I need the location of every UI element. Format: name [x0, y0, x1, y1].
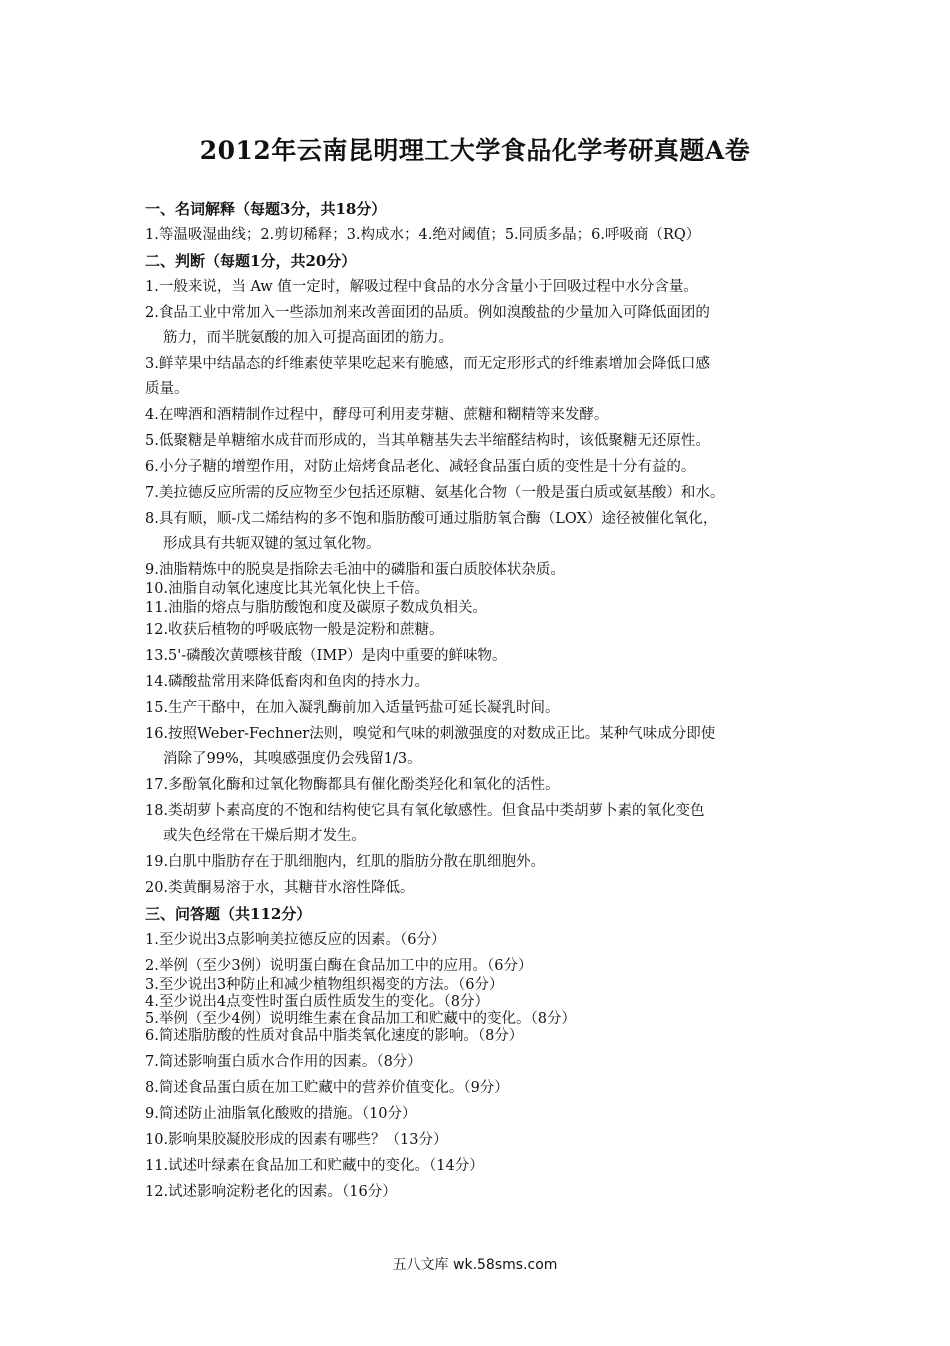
question-item: 6.简述脂肪酸的性质对食品中脂类氧化速度的影响。（8分）: [145, 1028, 524, 1044]
judgement-item: 20.类黄酮易溶于水，其糖苷水溶性降低。: [145, 880, 415, 896]
question-item: 3.至少说出3种防止和减少植物组织褐变的方法。（6分）: [145, 977, 504, 993]
section-1-heading: 一、名词解释（每题3分，共18分）: [145, 200, 387, 218]
exam-content: [145, 200, 825, 1201]
section-1-items: 1.等温吸湿曲线；2.剪切稀释；3.构成水；4.绝对阈值；5.同质多晶；6.呼吸商（RQ）: [145, 227, 701, 243]
question-item: 9.简述防止油脂氧化酸败的措施。（10分）: [145, 1106, 417, 1122]
judgement-item: 9.油脂精炼中的脱臭是指除去毛油中的磷脂和蛋白质胶体状杂质。: [145, 562, 565, 578]
judgement-item: 11.油脂的熔点与脂肪酸饱和度及碳原子数成负相关。: [145, 600, 488, 616]
judgement-item: 19.白肌中脂肪存在于肌细胞内，红肌的脂肪分散在肌细胞外。: [145, 854, 546, 870]
section-3-heading: 三、问答题（共112分）: [145, 905, 312, 923]
judgement-item: 6.小分子糖的增塑作用，对防止焙烤食品老化、减轻食品蛋白质的变性是十分有益的。: [145, 459, 696, 475]
page-title: 2012年云南昆明理工大学食品化学考研真题A卷: [199, 136, 751, 165]
judgement-item-continued: 形成具有共轭双键的氢过氧化物。: [163, 536, 381, 552]
judgement-item: 1.一般来说，当 Aw 值一定时，解吸过程中食品的水分含量小于回吸过程中水分含量。: [145, 279, 698, 295]
judgement-item: 8.具有顺，顺-戊二烯结构的多不饱和脂肪酸可通过脂肪氧合酶（LOX）途径被催化氧化，: [145, 511, 718, 527]
section-2-heading: 二、判断（每题1分，共20分）: [145, 252, 357, 270]
judgement-item: 13.5'-磷酸次黄嘌核苷酸（IMP）是肉中重要的鲜味物。: [145, 648, 507, 664]
question-item: 7.简述影响蛋白质水合作用的因素。（8分）: [145, 1054, 422, 1070]
judgement-item: 12.收获后植物的呼吸底物一般是淀粉和蔗糖。: [145, 622, 444, 638]
judgement-item: 15.生产干酪中，在加入凝乳酶前加入适量钙盐可延长凝乳时间。: [145, 700, 560, 716]
question-item: 5.举例（至少4例）说明维生素在食品加工和贮藏中的变化。（8分）: [145, 1011, 577, 1027]
question-item: 10.影响果胶凝胶形成的因素有哪些？（13分）: [145, 1132, 448, 1148]
judgement-item-continued: 质量。: [145, 381, 189, 397]
judgement-item: 14.磷酸盐常用来降低畜肉和鱼肉的持水力。: [145, 674, 430, 690]
question-item: 4.至少说出4点变性时蛋白质性质发生的变化。（8分）: [145, 994, 490, 1010]
judgement-item: 4.在啤酒和酒精制作过程中，酵母可利用麦芽糖、蔗糖和糊精等来发酵。: [145, 407, 609, 423]
judgement-item-continued: 筋力，而半胱氨酸的加入可提高面团的筋力。: [163, 330, 453, 346]
judgement-item: 3.鲜苹果中结晶态的纤维素使苹果吃起来有脆感，而无定形形式的纤维素增加会降低口感: [145, 356, 710, 372]
judgement-item-continued: 消除了99%，其嗅感强度仍会残留1/3。: [163, 751, 422, 767]
judgement-item: 5.低聚糖是单糖缩水成苷而形成的，当其单糖基失去半缩醛结构时，该低聚糖无还原性。: [145, 433, 710, 449]
footer-watermark: 五八文库 wk.58sms.com: [392, 1257, 558, 1273]
judgement-item: 7.美拉德反应所需的反应物至少包括还原糖、氨基化合物（一般是蛋白质或氨基酸）和水。: [145, 485, 725, 501]
question-item: 1.至少说出3点影响美拉德反应的因素。（6分）: [145, 932, 446, 948]
judgement-item-continued: 或失色经常在干燥后期才发生。: [163, 828, 366, 844]
judgement-item: 2.食品工业中常加入一些添加剂来改善面团的品质。例如溴酸盐的少量加入可降低面团的: [145, 305, 710, 321]
question-item: 2.举例（至少3例）说明蛋白酶在食品加工中的应用。（6分）: [145, 958, 533, 974]
question-item: 8.简述食品蛋白质在加工贮藏中的营养价值变化。（9分）: [145, 1080, 509, 1096]
question-item: 11.试述叶绿素在食品加工和贮藏中的变化。（14分）: [145, 1158, 484, 1174]
judgement-item: 16.按照Weber-Fechner法则，嗅觉和气味的刺激强度的对数成正比。某种气味成分即使: [145, 726, 716, 742]
question-item: 12.试述影响淀粉老化的因素。（16分）: [145, 1184, 397, 1200]
judgement-item: 18.类胡萝卜素高度的不饱和结构使它具有氧化敏感性。但食品中类胡萝卜素的氧化变色: [145, 803, 705, 819]
judgement-item: 10.油脂自动氧化速度比其光氧化快上千倍。: [145, 581, 430, 597]
judgement-item: 17.多酚氧化酶和过氧化物酶都具有催化酚类羟化和氧化的活性。: [145, 777, 560, 793]
